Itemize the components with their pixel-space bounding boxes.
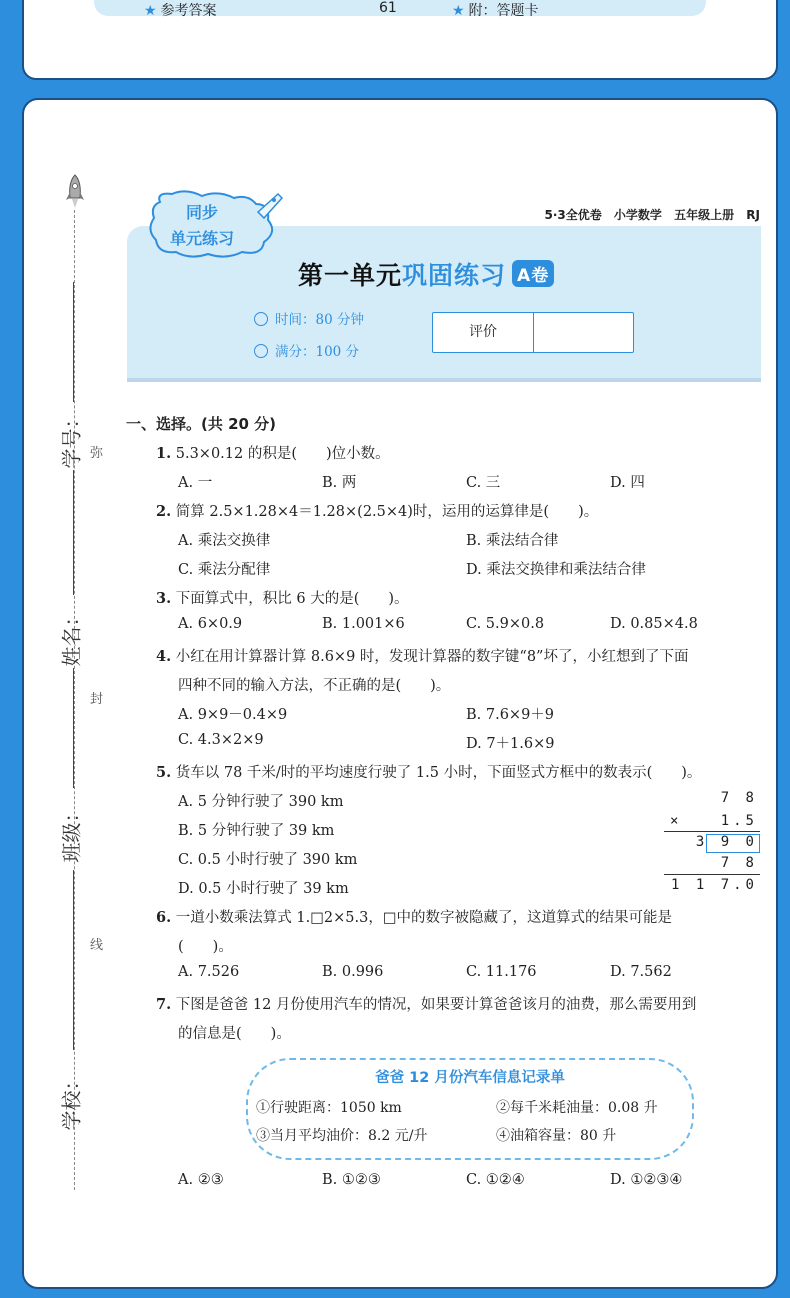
- school-label: 学校：: [59, 1070, 84, 1131]
- time-info: 时间：80 分钟: [254, 308, 364, 328]
- q4-option-b: B. 7.6×9＋9: [466, 707, 555, 723]
- contents-item-answers: ★ 参考答案: [144, 3, 217, 19]
- evaluation-label: 评价: [433, 313, 534, 352]
- contents-item-appendix: ★ 附：答题卡: [452, 3, 539, 19]
- record-item-2: ②每千米耗油量：0.08 升: [496, 1100, 658, 1116]
- record-title: 爸爸 12 月份汽车信息记录单: [375, 1070, 565, 1086]
- q2-option-b: B. 乘法结合律: [466, 533, 559, 549]
- calc-row-3: 3 9 0: [695, 834, 758, 850]
- calc-row-2: 1.5: [720, 813, 758, 829]
- star-icon: ★: [452, 3, 465, 19]
- calc-row-4: 7 8: [720, 855, 758, 871]
- q5-option-c: C. 0.5 小时行驶了 390 km: [178, 852, 358, 868]
- q4-option-c: C. 4.3×2×9: [178, 732, 264, 748]
- volume-badge: A卷: [512, 260, 554, 287]
- q3-option-a: A. 6×0.9: [178, 616, 243, 632]
- student-no-line: [73, 282, 74, 402]
- q7-option-b: B. ①②③: [322, 1172, 381, 1188]
- cut-char-xian: 线: [90, 938, 104, 953]
- q1-option-a: A. 一: [178, 475, 213, 491]
- score-info: 满分：100 分: [254, 340, 359, 360]
- book-meta: 5·3全优卷 小学数学 五年级上册 RJ: [544, 208, 760, 222]
- q1-option-b: B. 两: [322, 475, 357, 491]
- name-label: 姓名：: [59, 606, 84, 667]
- question-6: 6. 一道小数乘法算式 1.□2×5.3，□中的数字被隐藏了，这道算式的结果可能是: [156, 909, 673, 926]
- q2-option-a: A. 乘法交换律: [178, 533, 271, 549]
- calc-line-2: [664, 874, 760, 875]
- q5-option-d: D. 0.5 小时行驶了 39 km: [178, 881, 349, 897]
- badge-line-2: 单元练习: [170, 229, 235, 248]
- school-line: [73, 870, 74, 1050]
- star-icon: ★: [144, 3, 157, 19]
- question-5: 5. 货车以 78 千米/时的平均速度行驶了 1.5 小时，下面竖式方框中的数表示( )。: [156, 764, 702, 781]
- page-title: 第一单元巩固练习 A卷: [298, 256, 554, 292]
- question-4-cont: 四种不同的输入方法，不正确的是( )。: [178, 678, 451, 694]
- check-circle-icon: [254, 344, 268, 358]
- question-4: 4. 小红在用计算器计算 8.6×9 时，发现计算器的数字键“8”坏了，小红想到了下面: [156, 648, 689, 665]
- cut-char-mi: 弥: [90, 446, 104, 461]
- q2-option-c: C. 乘法分配律: [178, 562, 271, 578]
- class-line: [73, 668, 74, 788]
- q3-option-b: B. 1.001×6: [322, 616, 405, 632]
- q1-option-c: C. 三: [466, 475, 501, 491]
- q4-option-d: D. 7＋1.6×9: [466, 736, 555, 752]
- q6-option-d: D. 7.562: [610, 964, 672, 980]
- calc-times-sign: ×: [670, 813, 679, 829]
- name-line: [73, 470, 74, 595]
- q7-option-c: C. ①②④: [466, 1172, 525, 1188]
- q3-option-d: D. 0.85×4.8: [610, 616, 698, 632]
- q5-option-a: A. 5 分钟行驶了 390 km: [178, 794, 344, 810]
- class-label: 班级：: [59, 802, 84, 863]
- q2-option-d: D. 乘法交换律和乘法结合律: [466, 562, 646, 578]
- q5-option-b: B. 5 分钟行驶了 39 km: [178, 823, 335, 839]
- question-7-cont: 的信息是( )。: [178, 1026, 291, 1042]
- cut-char-feng: 封: [90, 692, 104, 707]
- record-item-3: ③当月平均油价：8.2 元/升: [256, 1128, 428, 1144]
- q4-option-a: A. 9×9－0.4×9: [178, 707, 288, 723]
- q7-option-a: A. ②③: [178, 1172, 224, 1188]
- q6-option-c: C. 11.176: [466, 964, 537, 980]
- student-no-label: 学号：: [59, 408, 84, 469]
- q3-option-c: C. 5.9×0.8: [466, 616, 545, 632]
- section-title: 一、选择。(共 20 分): [126, 415, 277, 433]
- binding-dashed-line: [74, 210, 75, 1190]
- q6-option-a: A. 7.526: [178, 964, 240, 980]
- calc-line-1: [664, 831, 760, 832]
- record-item-1: ①行驶距离：1050 km: [256, 1100, 402, 1116]
- badge-line-1: 同步: [186, 203, 219, 222]
- q6-option-b: B. 0.996: [322, 964, 384, 980]
- q1-option-d: D. 四: [610, 475, 645, 491]
- question-7: 7. 下图是爸爸 12 月份使用汽车的情况，如果要计算爸爸该月的油费，那么需要用到: [156, 996, 697, 1013]
- calc-row-1: 7 8: [720, 790, 758, 806]
- evaluation-box: [432, 312, 634, 353]
- question-1: 1. 5.3×0.12 的积是( )位小数。: [156, 445, 390, 462]
- calc-row-5: 1 1 7.0: [670, 877, 758, 893]
- question-2: 2. 简算 2.5×1.28×4＝1.28×(2.5×4)时，运用的运算律是( )。: [156, 503, 599, 520]
- question-3: 3. 下面算式中，积比 6 大的是( )。: [156, 590, 409, 607]
- record-item-4: ④油箱容量：80 升: [496, 1128, 617, 1144]
- q7-option-d: D. ①②③④: [610, 1172, 683, 1188]
- question-6-cont: ( )。: [178, 939, 233, 955]
- clock-icon: [254, 312, 268, 326]
- previous-page-card: [22, 0, 778, 80]
- rocket-icon: [65, 174, 85, 210]
- contents-page-number: 61: [379, 0, 397, 16]
